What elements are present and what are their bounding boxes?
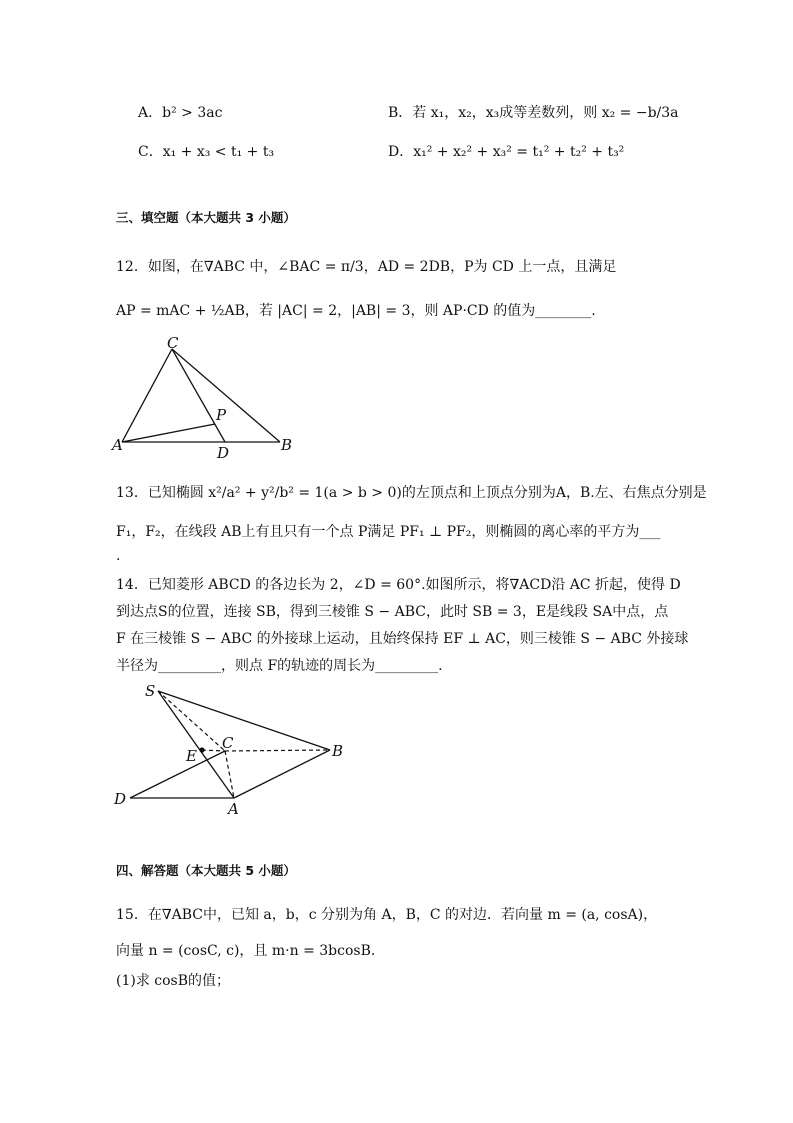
q15-line-1: 15．在∇ABC中，已知 a，b，c 分别为角 A，B，C 的对边．若向量 m = (a, cosA)，	[116, 907, 658, 923]
edge-cb-hidden	[225, 750, 330, 751]
q14-pyramid-figure	[110, 680, 350, 820]
q14-line-2: 到达点S的位置，连接 SB，得到三棱锥 S − ABC，此时 SB = 3，E是线段 SA中点，点	[116, 604, 669, 620]
q12-line-1: 12．如图，在∇ABC 中，∠BAC = π/3，AD = 2DB，P为 CD 上一点，且满足	[116, 259, 617, 275]
label-d: D	[114, 790, 127, 808]
label-s: S	[145, 682, 156, 700]
q12-line-2: AP = mAC + ½AB，若 |AC| = 2，|AB| = 3，则 AP·CD 的值为________.	[116, 303, 596, 319]
section-heading-solutions: 四、解答题（本大题共 5 小题）	[116, 863, 296, 878]
edge-sb	[158, 691, 330, 750]
label-e: E	[186, 747, 197, 765]
q13-line-2: F₁，F₂，在线段 AB上有且只有一个点 P满足 PF₁ ⊥ PF₂，则椭圆的离心率的平方为___	[116, 524, 661, 540]
choice-d: D．x₁² + x₂² + x₃² = t₁² + t₂² + t₃²	[388, 144, 625, 160]
choice-b: B．若 x₁，x₂，x₃成等差数列，则 x₂ = −b/3a	[388, 105, 679, 121]
edge-dc	[130, 751, 225, 798]
label-p: P	[216, 406, 227, 424]
label-b: B	[281, 436, 293, 454]
point-e	[199, 747, 204, 752]
label-b: B	[332, 742, 344, 760]
q14-line-1: 14．已知菱形 ABCD 的各边长为 2，∠D = 60°.如图所示，将∇ACD沿 AC 折起，使得 D	[116, 577, 681, 593]
q13-line-3: .	[116, 548, 121, 564]
section-heading-fill-in: 三、填空题（本大题共 3 小题）	[116, 210, 296, 225]
label-c: C	[222, 734, 234, 752]
choice-c: C．x₁ + x₃ < t₁ + t₃	[138, 144, 275, 160]
segment-cd	[172, 349, 225, 442]
q15-line-2: 向量 n = (cosC, c)，且 m·n = 3bcosB．	[116, 943, 385, 959]
segment-ap	[122, 424, 215, 442]
q14-line-4: 半径为_________，则点 F的轨迹的周长为_________.	[116, 658, 443, 674]
segment-cb	[172, 349, 280, 442]
edge-sc-hidden	[158, 691, 225, 751]
q14-line-3: F 在三棱锥 S − ABC 的外接球上运动，且始终保持 EF ⊥ AC，则三棱锥 S − ABC 外接球	[116, 631, 689, 647]
segment-ac	[122, 349, 172, 442]
q13-line-1: 13．已知椭圆 x²/a² + y²/b² = 1(a > b > 0)的左顶点和上顶点分别为A，B.左、右焦点分别是	[116, 485, 707, 501]
edge-ab	[234, 750, 330, 798]
label-a: A	[228, 800, 239, 818]
choice-a: A．b² > 3ac	[138, 105, 223, 121]
q15-part-1: (1)求 cosB的值；	[116, 973, 231, 989]
q12-triangle-figure	[110, 334, 310, 464]
label-d: D	[217, 444, 230, 462]
label-c: C	[167, 334, 179, 352]
label-a: A	[112, 436, 123, 454]
